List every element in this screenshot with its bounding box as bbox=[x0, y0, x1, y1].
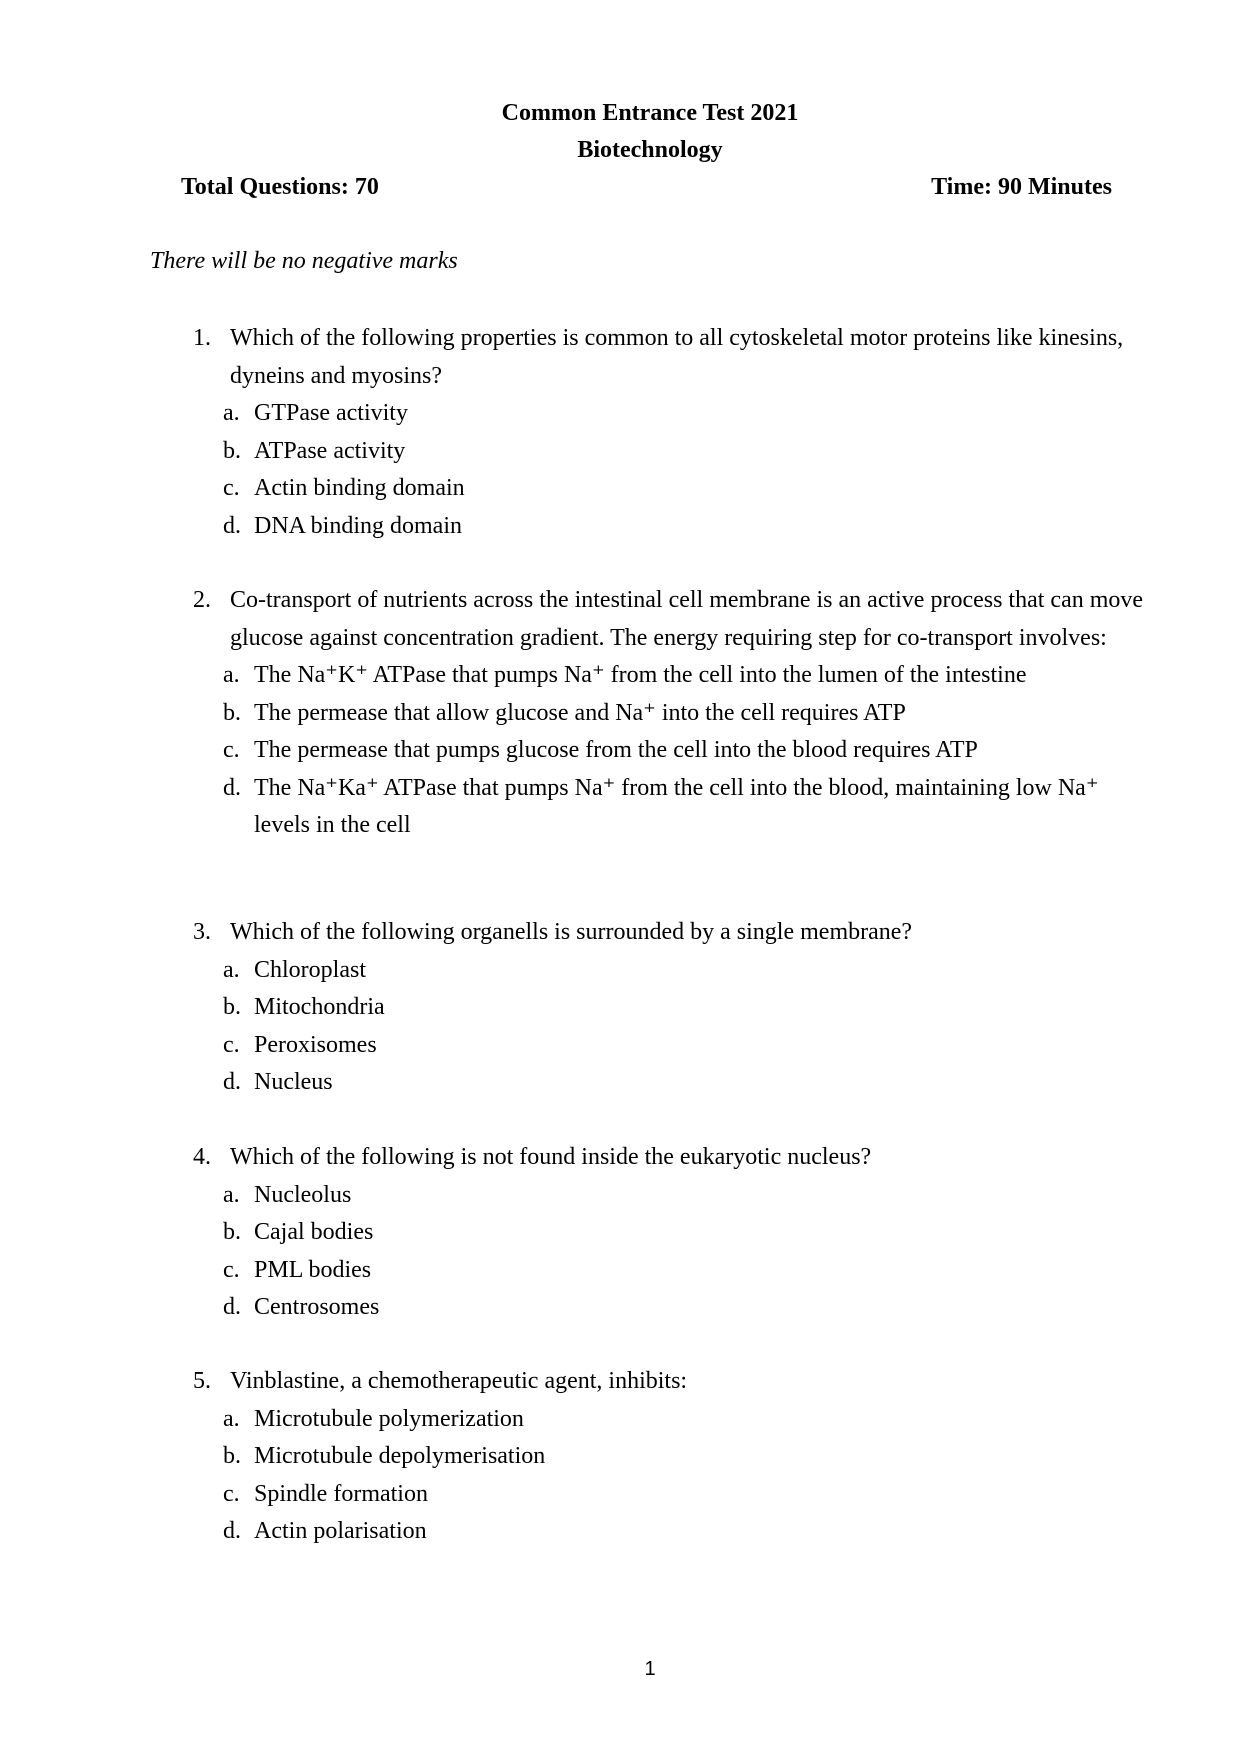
option-text: The Na⁺K⁺ ATPase that pumps Na⁺ from the cell into the lumen of the intestine bbox=[254, 662, 1027, 688]
question-number: 4. bbox=[193, 1144, 211, 1170]
option-letter: a. bbox=[223, 1181, 240, 1208]
option-letter: a. bbox=[223, 1405, 240, 1432]
option-letter: d. bbox=[223, 774, 241, 801]
option-letter: d. bbox=[223, 1069, 241, 1095]
option-text: Microtubule polymerization bbox=[254, 1405, 524, 1432]
option-text: ATPase activity bbox=[254, 437, 406, 464]
option-text: Mitochondria bbox=[254, 994, 385, 1020]
option-a bbox=[193, 1177, 1153, 1215]
option-text: The Na⁺Ka⁺ ATPase that pumps Na⁺ from the cell into the blood, maintaining low Na⁺ levels in the cell bbox=[254, 774, 1099, 838]
option-d bbox=[193, 1513, 1153, 1551]
question-number: 2. bbox=[193, 587, 211, 613]
option-b bbox=[193, 1214, 1153, 1252]
question-3 bbox=[193, 914, 1153, 1102]
option-d bbox=[193, 1064, 1153, 1102]
option-text: Nucleus bbox=[254, 1069, 333, 1095]
option-letter: a. bbox=[223, 662, 240, 688]
option-letter: c. bbox=[223, 1480, 240, 1507]
option-text: GTPase activity bbox=[254, 400, 408, 426]
option-letter: d. bbox=[223, 1518, 241, 1544]
option-text: Actin polarisation bbox=[254, 1518, 427, 1544]
option-text: Actin binding domain bbox=[254, 475, 465, 501]
total-questions: Total Questions: 70 bbox=[181, 174, 379, 200]
option-d bbox=[193, 508, 1153, 546]
time-limit: Time: 90 Minutes bbox=[931, 174, 1112, 200]
option-letter: a. bbox=[223, 956, 240, 983]
option-letter: b. bbox=[223, 437, 241, 464]
question-4 bbox=[193, 1139, 1153, 1327]
question-1 bbox=[193, 320, 1153, 545]
option-c bbox=[193, 470, 1153, 508]
option-text: Cajal bodies bbox=[254, 1219, 374, 1245]
option-letter: a. bbox=[223, 400, 240, 426]
option-letter: d. bbox=[223, 512, 241, 539]
option-d bbox=[193, 770, 1153, 845]
option-text: DNA binding domain bbox=[254, 512, 462, 539]
option-letter: c. bbox=[223, 737, 240, 763]
page-number: 1 bbox=[644, 1658, 656, 1680]
option-c bbox=[193, 1027, 1153, 1065]
question-5 bbox=[193, 1363, 1153, 1551]
question-text: Co-transport of nutrients across the intestinal cell membrane is an active process that can move glucose against concentration gradient. The energy requiring step for co-transport involves: bbox=[230, 587, 1144, 651]
option-letter: b. bbox=[223, 994, 241, 1020]
question-text: Which of the following properties is common to all cytoskeletal motor proteins like kinesins, dyneins and myosins? bbox=[230, 325, 1124, 389]
option-letter: d. bbox=[223, 1294, 241, 1320]
option-letter: c. bbox=[223, 475, 240, 501]
option-c bbox=[193, 1476, 1153, 1514]
option-a bbox=[193, 395, 1153, 433]
option-text: The permease that pumps glucose from the cell into the blood requires ATP bbox=[254, 737, 978, 763]
option-text: Microtubule depolymerisation bbox=[254, 1443, 546, 1469]
option-b bbox=[193, 695, 1153, 733]
question-2 bbox=[193, 582, 1153, 845]
option-b bbox=[193, 989, 1153, 1027]
option-text: The permease that allow glucose and Na⁺ into the cell requires ATP bbox=[254, 699, 906, 726]
option-c bbox=[193, 732, 1153, 770]
option-text: Spindle formation bbox=[254, 1480, 428, 1507]
subject-heading: Biotechnology bbox=[577, 137, 723, 163]
option-text: Peroxisomes bbox=[254, 1031, 377, 1058]
option-letter: b. bbox=[223, 699, 241, 726]
option-letter: b. bbox=[223, 1219, 241, 1245]
option-a bbox=[193, 657, 1153, 695]
option-letter: c. bbox=[223, 1031, 240, 1058]
question-text: Vinblastine, a chemotherapeutic agent, inhibits: bbox=[230, 1368, 688, 1394]
option-letter: b. bbox=[223, 1443, 241, 1469]
option-d bbox=[193, 1289, 1153, 1327]
option-text: Centrosomes bbox=[254, 1294, 380, 1320]
option-b bbox=[193, 433, 1153, 471]
option-letter: c. bbox=[223, 1256, 240, 1283]
option-text: Chloroplast bbox=[254, 956, 366, 983]
question-text: Which of the following organells is surrounded by a single membrane? bbox=[230, 919, 913, 945]
question-number: 3. bbox=[193, 919, 211, 945]
option-a bbox=[193, 1401, 1153, 1439]
question-text: Which of the following is not found inside the eukaryotic nucleus? bbox=[230, 1144, 872, 1170]
negative-marks-note: There will be no negative marks bbox=[150, 248, 458, 274]
option-text: PML bodies bbox=[254, 1256, 372, 1283]
option-c bbox=[193, 1252, 1153, 1290]
question-number: 1. bbox=[193, 325, 211, 351]
option-text: Nucleolus bbox=[254, 1181, 352, 1208]
option-b bbox=[193, 1438, 1153, 1476]
option-a bbox=[193, 952, 1153, 990]
question-number: 5. bbox=[193, 1368, 211, 1394]
page-title: Common Entrance Test 2021 bbox=[501, 100, 799, 126]
